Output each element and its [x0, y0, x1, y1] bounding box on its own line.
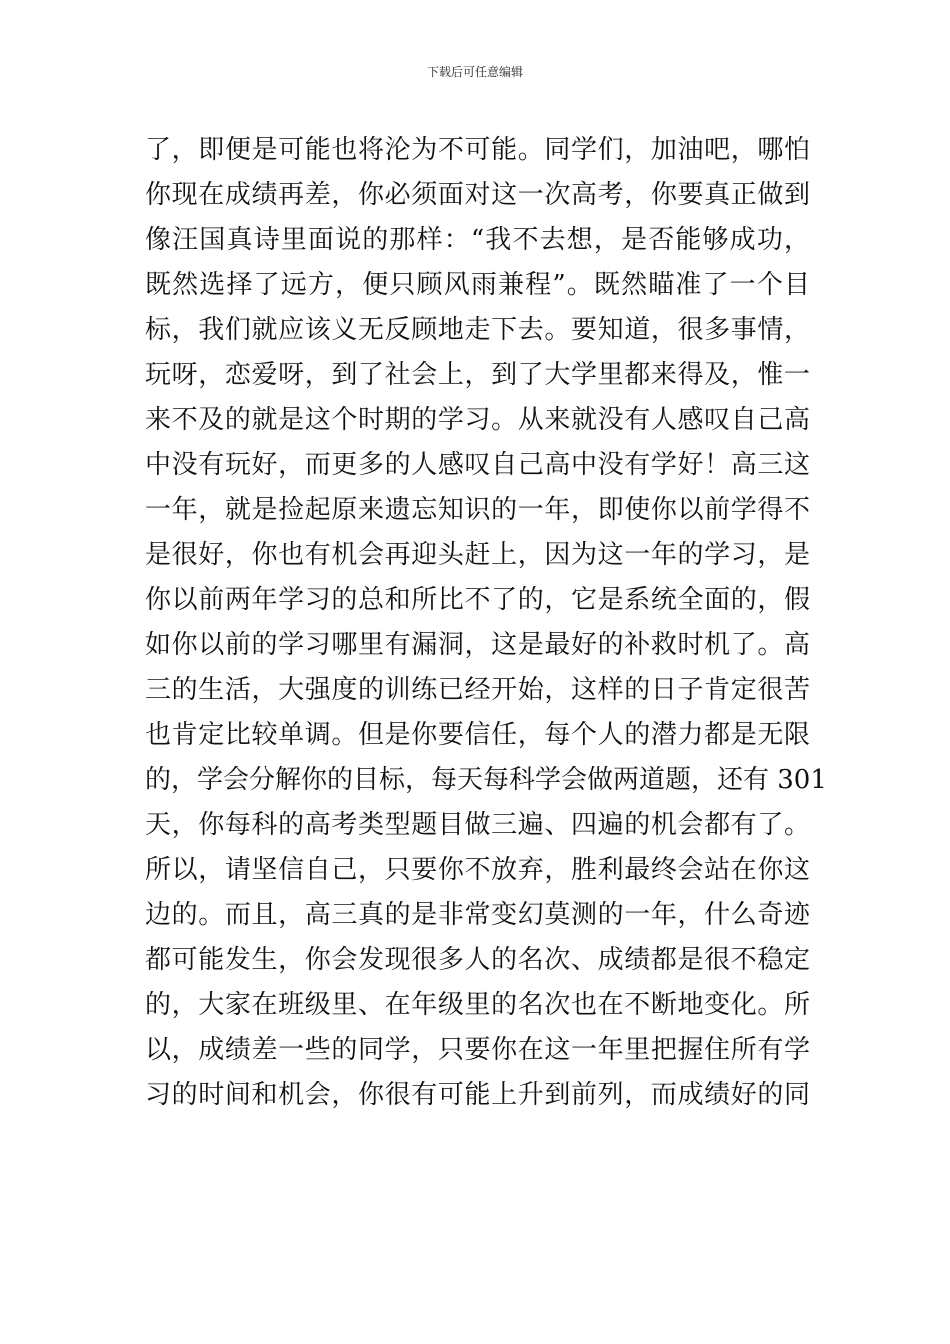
text-line: 标，我们就应该义无反顾地走下去。要知道，很多事情，: [145, 315, 810, 345]
text-line: 像汪国真诗里面说的那样：“我不去想，是否能够成功，: [145, 225, 810, 255]
text-line: 边的。而且，高三真的是非常变幻莫测的一年，什么奇迹: [145, 900, 810, 930]
text-line: 你以前两年学习的总和所比不了的，它是系统全面的，假: [145, 585, 810, 615]
text-line: 玩呀，恋爱呀，到了社会上，到了大学里都来得及，惟一: [145, 360, 810, 390]
text-line: 你现在成绩再差，你必须面对这一次高考，你要真正做到: [145, 180, 810, 210]
text-line: 了，即便是可能也将沦为不可能。同学们，加油吧，哪怕: [145, 135, 810, 165]
text-line: 来不及的就是这个时期的学习。从来就没有人感叹自己高: [145, 405, 810, 435]
text-line: 所以，请坚信自己，只要你不放弃，胜利最终会站在你这: [145, 855, 810, 885]
text-line: 如你以前的学习哪里有漏洞，这是最好的补救时机了。高: [145, 630, 810, 660]
text-line: 习的时间和机会，你很有可能上升到前列，而成绩好的同: [145, 1080, 810, 1110]
text-line: 也肯定比较单调。但是你要信任，每个人的潜力都是无限: [145, 720, 810, 750]
text-line: 的，学会分解你的目标，每天每科学会做两道题，还有 301: [145, 765, 827, 795]
text-line: 天，你每科的高考类型题目做三遍、四遍的机会都有了。: [145, 810, 810, 840]
text-line: 中没有玩好，而更多的人感叹自己高中没有学好！高三这: [145, 450, 810, 480]
text-line: 既然选择了远方，便只顾风雨兼程”。既然瞄准了一个目: [145, 270, 810, 300]
text-line: 是很好，你也有机会再迎头赶上，因为这一年的学习，是: [145, 540, 810, 570]
body-text: [145, 128, 827, 1118]
page-header: 下载后可任意编辑: [426, 65, 523, 79]
text-line: 以，成绩差一些的同学，只要你在这一年里把握住所有学: [145, 1035, 810, 1065]
text-line: 一年，就是捡起原来遗忘知识的一年，即使你以前学得不: [145, 495, 810, 525]
text-line: 都可能发生，你会发现很多人的名次、成绩都是很不稳定: [145, 945, 810, 975]
text-line: 的，大家在班级里、在年级里的名次也在不断地变化。所: [145, 990, 810, 1020]
text-line: 三的生活，大强度的训练已经开始，这样的日子肯定很苦: [145, 675, 810, 705]
